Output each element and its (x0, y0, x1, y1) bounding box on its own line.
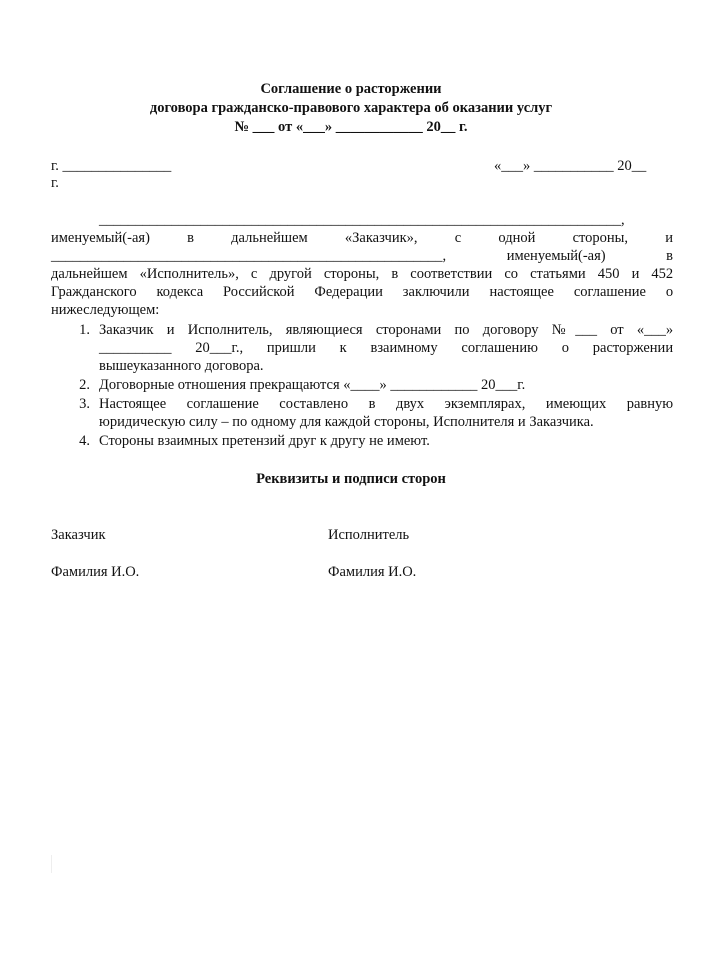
item-3-line-1 (99, 395, 673, 413)
word: в (391, 266, 399, 282)
word: от (610, 322, 624, 338)
word: кодекса (156, 284, 204, 300)
document-title-line-3: № ___ от «___» ____________ 20__ г. (234, 119, 468, 135)
preamble-line-3 (51, 247, 673, 265)
word: и (665, 230, 673, 246)
word: составлено (279, 396, 349, 412)
contractor-signature-name: Фамилия И.О. (328, 564, 417, 580)
word: со (504, 266, 518, 282)
word: с (250, 266, 258, 282)
word: по (454, 322, 470, 338)
document-title-line-1: Соглашение о расторжении (260, 81, 442, 97)
word: стороны, (572, 230, 629, 246)
word: пришли (266, 340, 316, 356)
word: в (368, 396, 376, 412)
word: 20___г., (195, 340, 244, 356)
word: №___ (551, 322, 597, 338)
word: 452 (651, 266, 674, 282)
word: настоящее (489, 284, 554, 300)
word: заключили (402, 284, 470, 300)
preamble-line-5 (51, 283, 673, 301)
word: другой (269, 266, 312, 282)
date-field: «___» ___________ 20__ (494, 158, 647, 174)
word: именуемый(-ая) (51, 230, 150, 246)
word: Федерации (314, 284, 383, 300)
word: соглашению (461, 340, 538, 356)
item-4-line-1: Стороны взаимных претензий друг к другу не имеют. (99, 433, 430, 449)
word: двух (395, 396, 425, 412)
word: расторжении (592, 340, 674, 356)
city-suffix: г. (51, 175, 59, 191)
word: экземплярах, (444, 396, 526, 412)
word: взаимному (370, 340, 438, 356)
word: являющиеся (285, 322, 363, 338)
word: в (187, 230, 194, 246)
city-field: г. _______________ (51, 158, 172, 174)
item-3-line-2: юридическую силу – по одному для каждой стороны, Исполнителя и Заказчика. (99, 414, 594, 430)
document-title-line-2: договора гражданско-правового характера об оказании услуг (149, 100, 553, 116)
preamble-line-4 (51, 265, 673, 283)
item-number: 2. (79, 377, 90, 393)
item-number: 3. (79, 396, 90, 412)
word: соглашение (573, 284, 646, 300)
word: Заказчик (99, 322, 154, 338)
word: соглашение (186, 396, 259, 412)
item-1-line-3: вышеуказанного договора. (99, 358, 264, 374)
word: статьями (530, 266, 586, 282)
page-edge-mark (51, 855, 52, 873)
customer-label: Заказчик (51, 527, 106, 543)
word: о (561, 340, 569, 356)
word: одной (498, 230, 536, 246)
contractor-label: Исполнитель (328, 527, 410, 543)
word: договору (482, 322, 539, 338)
item-1-line-1 (99, 321, 673, 339)
word: 450 (597, 266, 620, 282)
word: Настоящее (99, 396, 167, 412)
word: равную (626, 396, 674, 412)
item-1-line-2 (99, 339, 673, 357)
word: дальнейшем (231, 230, 308, 246)
word: дальнейшем (51, 266, 128, 282)
word: о (665, 284, 674, 300)
word: и (166, 322, 175, 338)
word: в (666, 248, 674, 264)
word: сторонами (375, 322, 442, 338)
word: ______________________________________________________, (51, 248, 447, 264)
preamble-line-2 (51, 229, 673, 247)
word: Российской (223, 284, 295, 300)
word: соответствии (410, 266, 493, 282)
word: с (454, 230, 462, 246)
customer-name-blank: ________________________________________________________________________, (99, 212, 625, 228)
word: Гражданского (51, 284, 137, 300)
item-2-line-1: Договорные отношения прекращаются «____» ____________ 20___г. (99, 377, 526, 393)
word: именуемый(-ая) (506, 248, 606, 264)
word: «___» (636, 322, 674, 338)
word: стороны, (323, 266, 380, 282)
word: и (631, 266, 640, 282)
item-number: 1. (79, 322, 90, 338)
word: к (339, 340, 347, 356)
requisites-title: Реквизиты и подписи сторон (256, 471, 446, 487)
item-number: 4. (79, 433, 90, 449)
word: «Заказчик», (344, 230, 418, 246)
word: «Исполнитель», (139, 266, 239, 282)
preamble-line-6: нижеследующем: (51, 302, 160, 318)
customer-signature-name: Фамилия И.О. (51, 564, 140, 580)
word: имеющих (545, 396, 607, 412)
word: Исполнитель, (187, 322, 273, 338)
word: __________ (99, 340, 172, 356)
